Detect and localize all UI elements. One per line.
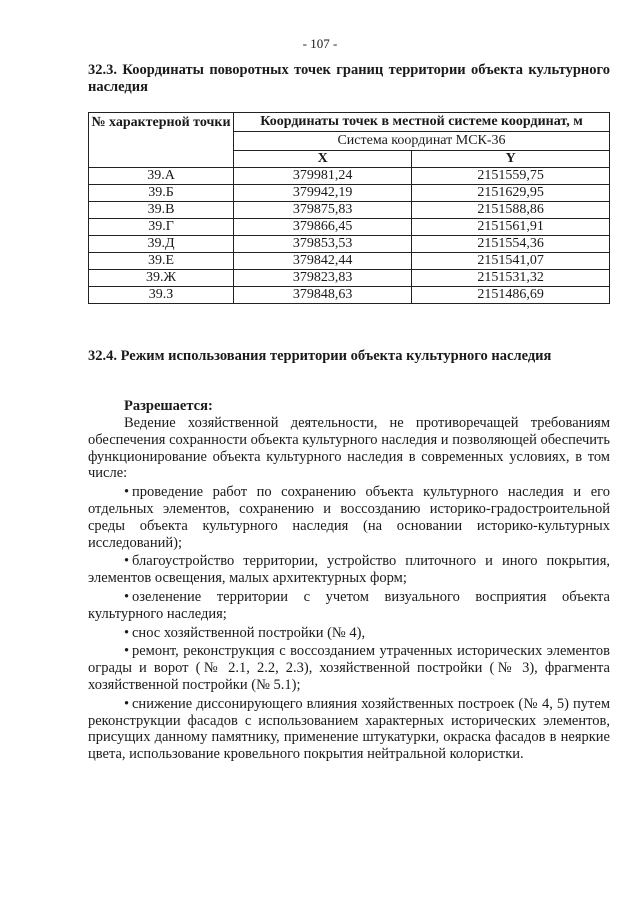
x-value: 379981,24: [234, 168, 412, 185]
bullet-icon: •: [124, 695, 130, 712]
y-value: 2151559,75: [412, 168, 610, 185]
table-row: [89, 270, 610, 287]
table-row: [89, 185, 610, 202]
table-row: [89, 253, 610, 270]
bullet-icon: •: [124, 588, 130, 605]
list-item: [88, 643, 610, 693]
list-item: [88, 484, 610, 551]
coordinates-table: [88, 112, 610, 304]
point-number: 39.А: [89, 168, 234, 185]
y-value: 2151629,95: [412, 185, 610, 202]
allowed-label: Разрешается:: [124, 398, 213, 414]
list-item-text: благоустройство территории, устройство плиточного и иного покрытия, элементов освещения, малых архитектурных форм;: [88, 553, 610, 587]
x-value: 379942,19: [234, 185, 412, 202]
x-value: 379823,83: [234, 270, 412, 287]
list-item-text: проведение работ по сохранению объекта культурного наследия и его отдельных элементов, сохранению и воссозданию историко-градостроительной среды объекта культурного наследия (на основании историко-культурных исследований);: [88, 484, 610, 551]
table-row: [89, 168, 610, 185]
bullet-icon: •: [124, 643, 130, 660]
list-item: [88, 625, 610, 642]
point-number: 39.В: [89, 202, 234, 219]
y-value: 2151486,69: [412, 287, 610, 304]
x-value: 379848,63: [234, 287, 412, 304]
point-number: 39.Б: [89, 185, 234, 202]
section-heading-text: 32.3. Координаты поворотных точек границ территории объекта культурного наследия: [88, 62, 610, 95]
y-value: 2151561,91: [412, 219, 610, 236]
list-item-text: снижение диссонирующего влияния хозяйственных построек (№ 4, 5) путем реконструкции фасадов с использованием характерных исторических элементов, присущих данному памятнику, применение штукатурки, окраска фасадов в неяркие цвета, использование кровельного покрытия нейтральной колористки.: [88, 695, 610, 763]
y-value: 2151531,32: [412, 270, 610, 287]
list-item-text: ремонт, реконструкция с воссозданием утраченных исторических элементов ограды и ворот (№ 2.1, 2.2, 2.3), хозяйственной постройки (№ 3), фрагмента хозяйственной постройки (№ 5.1);: [88, 643, 610, 693]
coordinate-system-label: Система координат МСК-36: [234, 132, 610, 150]
bullet-icon: •: [124, 553, 130, 570]
x-value: 379853,53: [234, 236, 412, 253]
x-value: 379842,44: [234, 253, 412, 270]
point-number: 39.Е: [89, 253, 234, 270]
point-number: 39.Г: [89, 219, 234, 236]
point-number: 39.Д: [89, 236, 234, 253]
y-value: 2151541,07: [412, 253, 610, 270]
bullet-icon: •: [124, 484, 130, 501]
y-header: Y: [412, 150, 610, 167]
x-value: 379866,45: [234, 219, 412, 236]
table-row: [89, 202, 610, 219]
list-item: [88, 553, 610, 587]
x-header: X: [234, 150, 412, 167]
allowed-activities: [88, 415, 610, 763]
list-item-text: снос хозяйственной постройки (№ 4),: [132, 624, 366, 641]
section-heading-coordinates: [88, 62, 610, 96]
bullet-icon: •: [124, 624, 130, 641]
list-item: [88, 589, 610, 623]
point-number: 39.Ж: [89, 270, 234, 287]
section-heading-usage-regime: [88, 348, 610, 365]
table-row: [89, 219, 610, 236]
point-number: 39.З: [89, 287, 234, 304]
table-row: [89, 236, 610, 253]
point-number-header: № характерной точки: [89, 113, 234, 168]
list-item-text: озеленение территории с учетом визуального восприятия объекта культурного наследия;: [88, 588, 610, 622]
page-number: - 107 -: [302, 36, 338, 51]
x-value: 379875,83: [234, 202, 412, 219]
y-value: 2151554,36: [412, 236, 610, 253]
intro-paragraph: Ведение хозяйственной деятельности, не противоречащей требованиям обеспечения сохранности объекта культурного наследия и позволяющей обеспечить функционирование объекта культурного наследия в современных условиях, в том числе:: [88, 415, 610, 482]
y-value: 2151588,86: [412, 202, 610, 219]
table-row: [89, 287, 610, 304]
coordinates-header: Координаты точек в местной системе координат, м: [234, 113, 610, 132]
list-item: [88, 696, 610, 763]
section-heading-text: 32.4. Режим использования территории объекта культурного наследия: [88, 348, 552, 364]
